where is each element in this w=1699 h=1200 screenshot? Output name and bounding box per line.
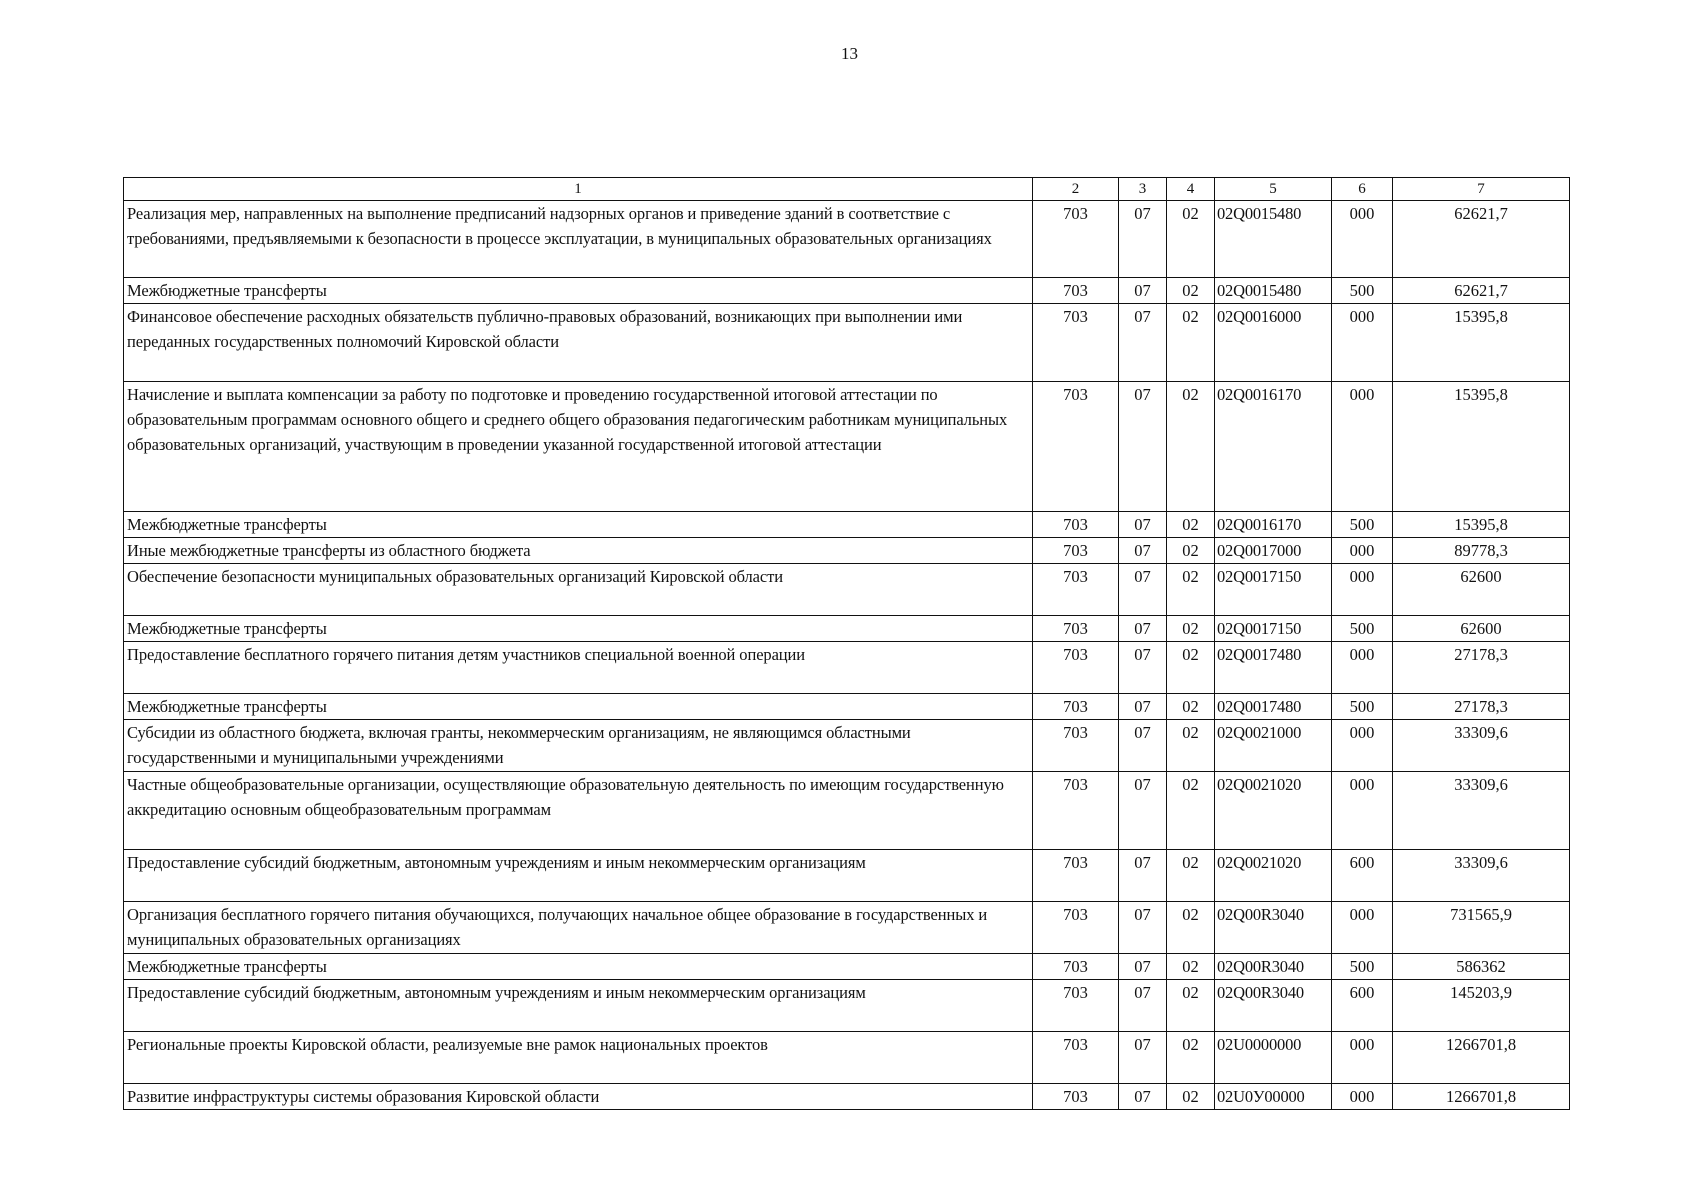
header-cell-5: 5: [1215, 178, 1332, 201]
row-col4-cell: 02: [1167, 980, 1215, 1032]
row-col6-cell: 000: [1332, 902, 1393, 954]
row-name-cell: Межбюджетные трансферты: [124, 694, 1033, 720]
row-col6-cell: 000: [1332, 720, 1393, 772]
row-col4-cell: 02: [1167, 564, 1215, 616]
row-col6-cell: 500: [1332, 512, 1393, 538]
row-col3-cell: 07: [1119, 616, 1167, 642]
row-col6-cell: 000: [1332, 201, 1393, 278]
row-col2-cell: 703: [1033, 201, 1119, 278]
table-row: [124, 201, 1570, 278]
row-name-cell: Реализация мер, направленных на выполнение предписаний надзорных органов и приведение зданий в соответствие с требованиями, предъявляемыми к безопасности в процессе эксплуатации, в муниципальных образовательных организациях: [124, 201, 1033, 278]
table-row: [124, 304, 1570, 382]
row-col3-cell: 07: [1119, 642, 1167, 694]
row-col6-cell: 500: [1332, 954, 1393, 980]
row-col5-cell: 02Q0015480: [1215, 201, 1332, 278]
row-col2-cell: 703: [1033, 382, 1119, 512]
row-col3-cell: 07: [1119, 902, 1167, 954]
table-row: [124, 850, 1570, 902]
row-col2-cell: 703: [1033, 512, 1119, 538]
row-col7-cell: 145203,9: [1393, 980, 1570, 1032]
table-header: [124, 178, 1570, 201]
row-col5-cell: 02Q00R3040: [1215, 980, 1332, 1032]
row-col5-cell: 02Q0021020: [1215, 772, 1332, 850]
row-col6-cell: 000: [1332, 1032, 1393, 1084]
table-row: [124, 382, 1570, 512]
table-row: [124, 1084, 1570, 1110]
row-col3-cell: 07: [1119, 720, 1167, 772]
row-col6-cell: 500: [1332, 694, 1393, 720]
row-col7-cell: 27178,3: [1393, 694, 1570, 720]
budget-table: [123, 177, 1570, 1110]
row-name-cell: Организация бесплатного горячего питания обучающихся, получающих начальное общее образование в государственных и муниципальных образовательных организациях: [124, 902, 1033, 954]
row-col4-cell: 02: [1167, 902, 1215, 954]
row-col7-cell: 1266701,8: [1393, 1084, 1570, 1110]
row-col7-cell: 33309,6: [1393, 720, 1570, 772]
row-col3-cell: 07: [1119, 772, 1167, 850]
row-col5-cell: 02Q0015480: [1215, 278, 1332, 304]
row-name-cell: Субсидии из областного бюджета, включая гранты, некоммерческим организациям, не являющимся областными государственными и муниципальными учреждениями: [124, 720, 1033, 772]
row-name-cell: Региональные проекты Кировской области, реализуемые вне рамок национальных проектов: [124, 1032, 1033, 1084]
row-col2-cell: 703: [1033, 720, 1119, 772]
table-row: [124, 538, 1570, 564]
row-name-cell: Предоставление бесплатного горячего питания детям участников специальной военной операции: [124, 642, 1033, 694]
row-col6-cell: 600: [1332, 850, 1393, 902]
row-col4-cell: 02: [1167, 642, 1215, 694]
table-row: [124, 642, 1570, 694]
row-col4-cell: 02: [1167, 720, 1215, 772]
row-col7-cell: 586362: [1393, 954, 1570, 980]
row-col5-cell: 02Q00R3040: [1215, 902, 1332, 954]
row-name-cell: Обеспечение безопасности муниципальных образовательных организаций Кировской области: [124, 564, 1033, 616]
row-name-cell: Иные межбюджетные трансферты из областного бюджета: [124, 538, 1033, 564]
header-cell-1: 1: [124, 178, 1033, 201]
row-col5-cell: 02Q0016000: [1215, 304, 1332, 382]
table-row: [124, 512, 1570, 538]
row-col2-cell: 703: [1033, 954, 1119, 980]
row-col7-cell: 89778,3: [1393, 538, 1570, 564]
row-col3-cell: 07: [1119, 954, 1167, 980]
row-col6-cell: 000: [1332, 772, 1393, 850]
row-col4-cell: 02: [1167, 1084, 1215, 1110]
row-col4-cell: 02: [1167, 850, 1215, 902]
row-col3-cell: 07: [1119, 1032, 1167, 1084]
row-col7-cell: 1266701,8: [1393, 1032, 1570, 1084]
row-col2-cell: 703: [1033, 1032, 1119, 1084]
row-col3-cell: 07: [1119, 382, 1167, 512]
row-col3-cell: 07: [1119, 850, 1167, 902]
row-name-cell: Межбюджетные трансферты: [124, 512, 1033, 538]
table-row: [124, 616, 1570, 642]
table-body: [124, 201, 1570, 1110]
row-col6-cell: 500: [1332, 616, 1393, 642]
header-cell-3: 3: [1119, 178, 1167, 201]
row-col4-cell: 02: [1167, 278, 1215, 304]
row-col5-cell: 02Q00R3040: [1215, 954, 1332, 980]
row-name-cell: Межбюджетные трансферты: [124, 954, 1033, 980]
table-row: [124, 980, 1570, 1032]
row-col3-cell: 07: [1119, 304, 1167, 382]
row-col7-cell: 33309,6: [1393, 772, 1570, 850]
row-col5-cell: 02Q0017000: [1215, 538, 1332, 564]
header-cell-2: 2: [1033, 178, 1119, 201]
row-col5-cell: 02Q0017150: [1215, 616, 1332, 642]
row-col4-cell: 02: [1167, 382, 1215, 512]
row-col2-cell: 703: [1033, 564, 1119, 616]
header-cell-4: 4: [1167, 178, 1215, 201]
row-col5-cell: 02Q0021000: [1215, 720, 1332, 772]
row-col6-cell: 000: [1332, 304, 1393, 382]
row-name-cell: Частные общеобразовательные организации, осуществляющие образовательную деятельность по имеющим государственную аккредитацию основным общеобразовательным программам: [124, 772, 1033, 850]
row-col4-cell: 02: [1167, 201, 1215, 278]
row-col7-cell: 27178,3: [1393, 642, 1570, 694]
table-row: [124, 278, 1570, 304]
row-col5-cell: 02U0000000: [1215, 1032, 1332, 1084]
row-col2-cell: 703: [1033, 772, 1119, 850]
row-name-cell: Межбюджетные трансферты: [124, 616, 1033, 642]
row-col2-cell: 703: [1033, 304, 1119, 382]
row-col4-cell: 02: [1167, 512, 1215, 538]
row-col3-cell: 07: [1119, 980, 1167, 1032]
row-col7-cell: 62621,7: [1393, 278, 1570, 304]
row-col2-cell: 703: [1033, 694, 1119, 720]
row-col2-cell: 703: [1033, 850, 1119, 902]
row-name-cell: Предоставление субсидий бюджетным, автономным учреждениям и иным некоммерческим организациям: [124, 980, 1033, 1032]
row-col4-cell: 02: [1167, 304, 1215, 382]
row-col3-cell: 07: [1119, 201, 1167, 278]
row-col6-cell: 000: [1332, 642, 1393, 694]
row-col6-cell: 000: [1332, 564, 1393, 616]
row-col5-cell: 02U0У00000: [1215, 1084, 1332, 1110]
row-name-cell: Финансовое обеспечение расходных обязательств публично-правовых образований, возникающих при выполнении ими переданных государственных полномочий Кировской области: [124, 304, 1033, 382]
row-col2-cell: 703: [1033, 538, 1119, 564]
row-col2-cell: 703: [1033, 980, 1119, 1032]
row-col5-cell: 02Q0021020: [1215, 850, 1332, 902]
row-col3-cell: 07: [1119, 564, 1167, 616]
row-col5-cell: 02Q0017480: [1215, 694, 1332, 720]
row-col7-cell: 731565,9: [1393, 902, 1570, 954]
row-col3-cell: 07: [1119, 1084, 1167, 1110]
row-col6-cell: 000: [1332, 382, 1393, 512]
row-col7-cell: 15395,8: [1393, 382, 1570, 512]
row-col2-cell: 703: [1033, 902, 1119, 954]
row-col6-cell: 000: [1332, 1084, 1393, 1110]
header-cell-7: 7: [1393, 178, 1570, 201]
table-row: [124, 902, 1570, 954]
row-col7-cell: 33309,6: [1393, 850, 1570, 902]
row-col3-cell: 07: [1119, 278, 1167, 304]
row-name-cell: Межбюджетные трансферты: [124, 278, 1033, 304]
row-name-cell: Предоставление субсидий бюджетным, автономным учреждениям и иным некоммерческим организациям: [124, 850, 1033, 902]
row-col3-cell: 07: [1119, 694, 1167, 720]
table-row: [124, 1032, 1570, 1084]
row-col7-cell: 62621,7: [1393, 201, 1570, 278]
row-col5-cell: 02Q0017150: [1215, 564, 1332, 616]
row-col7-cell: 62600: [1393, 564, 1570, 616]
row-col6-cell: 500: [1332, 278, 1393, 304]
row-col2-cell: 703: [1033, 642, 1119, 694]
row-col5-cell: 02Q0016170: [1215, 512, 1332, 538]
row-col7-cell: 62600: [1393, 616, 1570, 642]
row-col6-cell: 600: [1332, 980, 1393, 1032]
row-col7-cell: 15395,8: [1393, 512, 1570, 538]
page-number: 13: [841, 44, 858, 63]
row-col2-cell: 703: [1033, 616, 1119, 642]
row-col3-cell: 07: [1119, 512, 1167, 538]
row-col3-cell: 07: [1119, 538, 1167, 564]
row-col6-cell: 000: [1332, 538, 1393, 564]
row-col2-cell: 703: [1033, 1084, 1119, 1110]
row-col2-cell: 703: [1033, 278, 1119, 304]
row-col4-cell: 02: [1167, 694, 1215, 720]
row-name-cell: Начисление и выплата компенсации за работу по подготовке и проведению государственной итоговой аттестации по образовательным программам основного общего и среднего общего образования педагогическим работникам муниципальных образовательных организаций, участвующим в проведении указанной государственной итоговой аттестации: [124, 382, 1033, 512]
row-col5-cell: 02Q0017480: [1215, 642, 1332, 694]
table-row: [124, 772, 1570, 850]
row-name-cell: Развитие инфраструктуры системы образования Кировской области: [124, 1084, 1033, 1110]
row-col4-cell: 02: [1167, 1032, 1215, 1084]
header-row: [124, 178, 1570, 201]
row-col4-cell: 02: [1167, 616, 1215, 642]
row-col5-cell: 02Q0016170: [1215, 382, 1332, 512]
header-cell-6: 6: [1332, 178, 1393, 201]
table-row: [124, 694, 1570, 720]
row-col4-cell: 02: [1167, 538, 1215, 564]
table-row: [124, 720, 1570, 772]
table-row: [124, 954, 1570, 980]
row-col4-cell: 02: [1167, 954, 1215, 980]
row-col4-cell: 02: [1167, 772, 1215, 850]
row-col7-cell: 15395,8: [1393, 304, 1570, 382]
table-row: [124, 564, 1570, 616]
